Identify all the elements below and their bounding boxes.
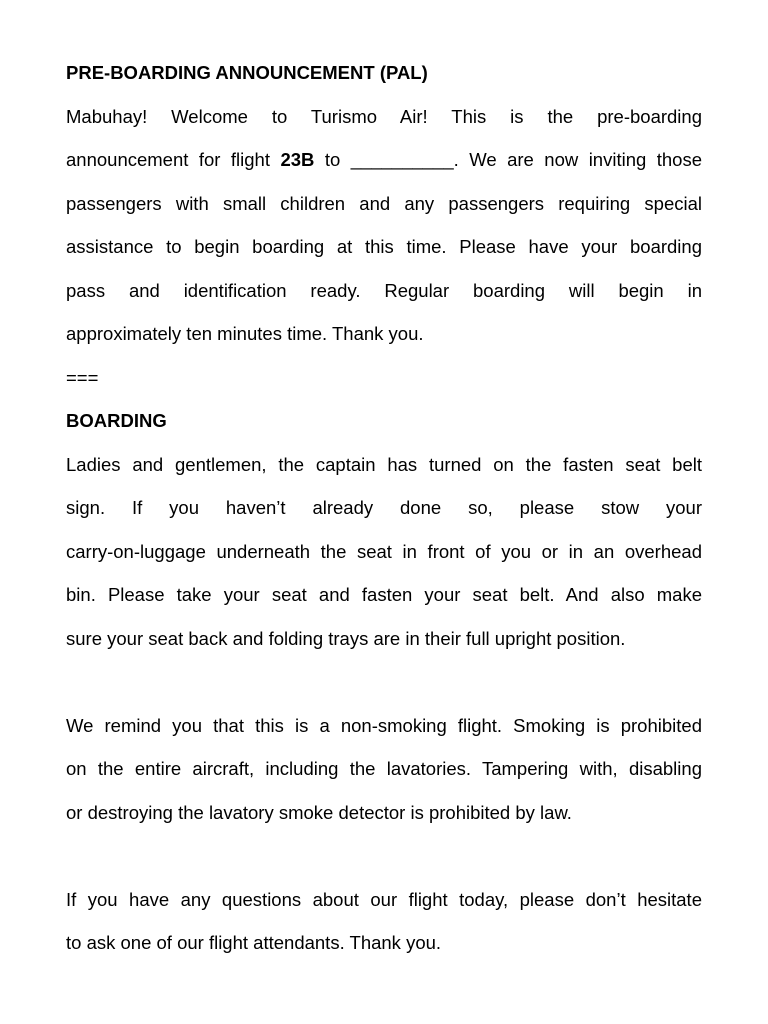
boarding-para3-line-last: to ask one of our flight attendants. Thank you. <box>66 932 442 953</box>
preboarding-line: assistance to begin boarding at this time. Please have your boarding <box>66 236 702 257</box>
boarding-para1-line-last: sure your seat back and folding trays are in their full upright position. <box>66 627 626 649</box>
preboarding-line-flight <box>66 138 702 182</box>
section-separator: === <box>66 366 99 388</box>
preboarding-title: PRE-BOARDING ANNOUNCEMENT (PAL) <box>66 62 428 83</box>
preboarding-text: announcement for flight <box>66 149 281 170</box>
boarding-para1-line: Ladies and gentlemen, the captain has turned on the fasten seat belt <box>66 453 702 475</box>
boarding-title: BOARDING <box>66 410 167 431</box>
paragraph-gap <box>66 834 702 878</box>
preboarding-line: passengers with small children and any passengers requiring special <box>66 192 702 214</box>
preboarding-line-last: approximately ten minutes time. Thank you. <box>66 323 424 344</box>
preboarding-text: to __________. We are now inviting those <box>314 149 702 170</box>
preboarding-line: pass and identification ready. Regular boarding will begin in <box>66 279 702 301</box>
boarding-para2-line-last: or destroying the lavatory smoke detector is prohibited by law. <box>66 801 572 823</box>
boarding-para2-line: on the entire aircraft, including the lavatories. Tampering with, disabling <box>66 758 702 779</box>
boarding-para3-line: If you have any questions about our flight today, please don’t hesitate <box>66 888 702 910</box>
document-page <box>66 51 702 965</box>
preboarding-line: Mabuhay! Welcome to Turismo Air! This is the pre-boarding <box>66 105 702 127</box>
paragraph-gap <box>66 660 702 704</box>
boarding-para1-line: carry-on-luggage underneath the seat in front of you or in an overhead <box>66 540 702 562</box>
boarding-para1-line: bin. Please take your seat and fasten your seat belt. And also make <box>66 584 702 605</box>
flight-number: 23B <box>280 149 315 170</box>
boarding-para1-line: sign. If you haven’t already done so, please stow your <box>66 497 702 518</box>
boarding-para2-line: We remind you that this is a non-smoking flight. Smoking is prohibited <box>66 714 702 736</box>
